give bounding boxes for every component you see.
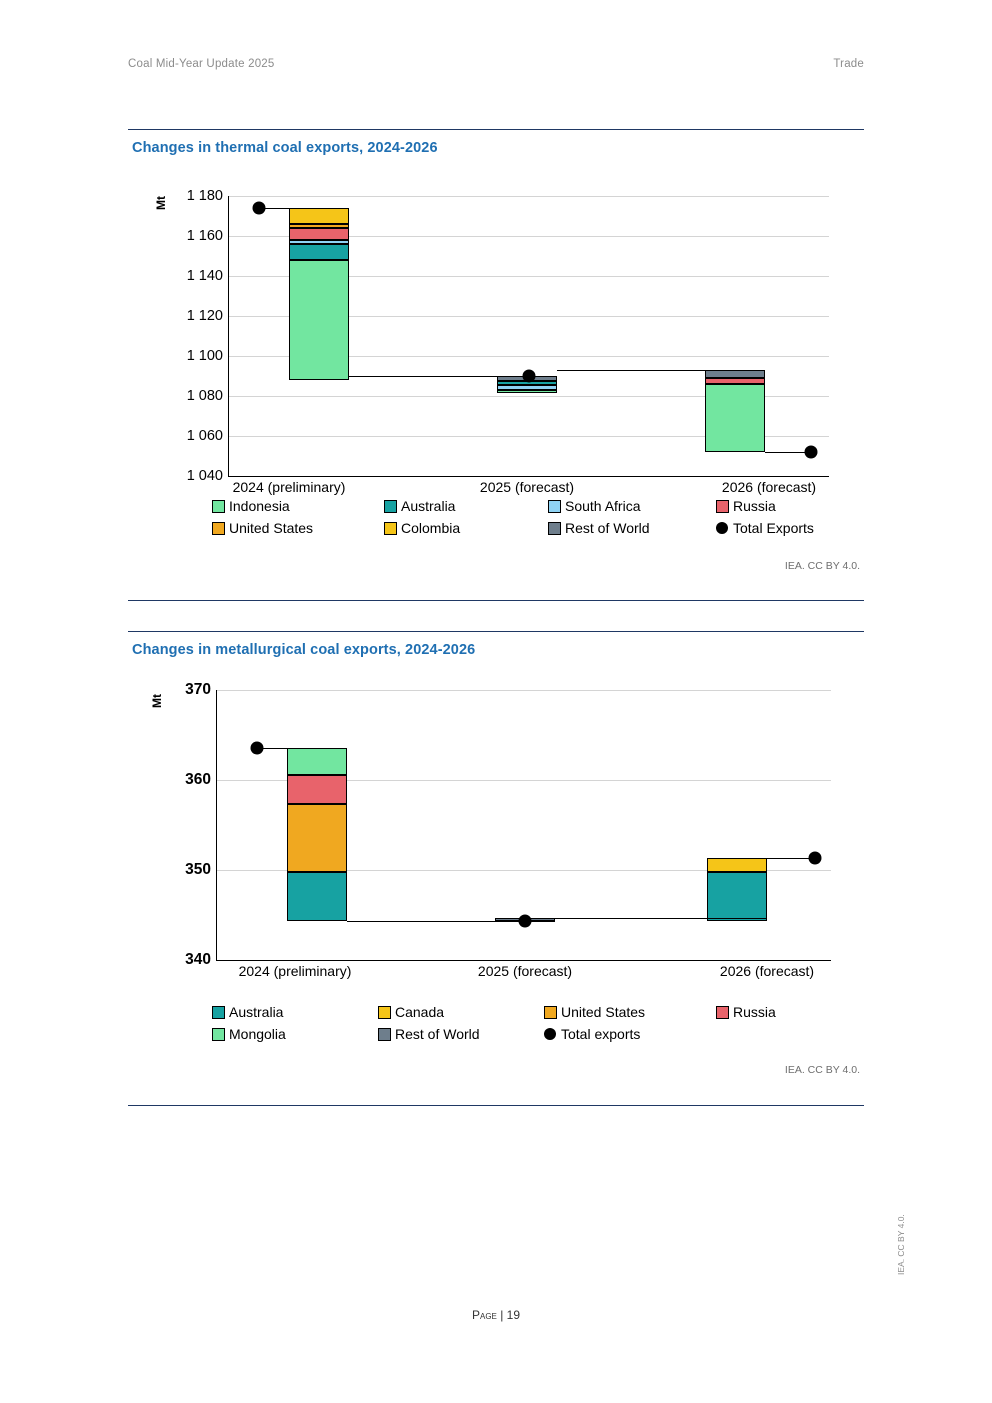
plot-area-2 bbox=[185, 681, 831, 979]
total-connector bbox=[557, 370, 765, 371]
bar-segment-rest-of-world bbox=[705, 370, 765, 378]
header-left-text: Coal Mid-Year Update 2025 bbox=[128, 58, 275, 70]
legend-label: Colombia bbox=[401, 520, 461, 536]
y-tick-label: 340 bbox=[185, 951, 211, 968]
y-tick-label: 360 bbox=[185, 771, 211, 788]
page-footer: Page | 19 bbox=[471, 1308, 521, 1322]
swatch-icon bbox=[548, 500, 561, 513]
x-tick-label: 2026 (forecast) bbox=[719, 963, 815, 979]
legend-label: Total exports bbox=[561, 1026, 641, 1042]
bar-segment-australia bbox=[289, 244, 349, 260]
bar-segment-canada bbox=[707, 858, 767, 872]
legend-item-rest-of-world[interactable] bbox=[548, 520, 716, 536]
figure-metallurgical-coal-exports bbox=[128, 631, 864, 1106]
x-tick-label: 2024 (preliminary) bbox=[232, 479, 346, 495]
swatch-icon bbox=[212, 1028, 225, 1041]
total-connector bbox=[259, 208, 349, 209]
legend-label: Canada bbox=[395, 1004, 445, 1020]
legend-item-australia[interactable] bbox=[212, 1004, 378, 1020]
total-connector bbox=[555, 918, 767, 919]
swatch-icon bbox=[212, 500, 225, 513]
total-exports-marker bbox=[523, 370, 536, 383]
legend-label: South Africa bbox=[565, 498, 641, 514]
legend-item-united-states[interactable] bbox=[544, 1004, 716, 1020]
legend-label: Russia bbox=[733, 1004, 776, 1020]
swatch-icon bbox=[548, 522, 561, 535]
swatch-icon bbox=[212, 522, 225, 535]
bar-segment-indonesia bbox=[705, 384, 765, 452]
swatch-icon bbox=[212, 1006, 225, 1019]
bar-segment-russia bbox=[287, 775, 347, 804]
swatch-icon bbox=[384, 500, 397, 513]
plot-area-1 bbox=[186, 188, 829, 495]
swatch-icon bbox=[544, 1006, 557, 1019]
legend-item-russia[interactable] bbox=[716, 1004, 836, 1020]
swatch-icon bbox=[716, 1006, 729, 1019]
legend-label: Russia bbox=[733, 498, 776, 514]
legend-label: Mongolia bbox=[229, 1026, 286, 1042]
legend-label: Indonesia bbox=[229, 498, 290, 514]
bar-segment-russia bbox=[289, 228, 349, 240]
y-tick-label: 1 040 bbox=[186, 468, 223, 484]
legend-item-total-exports[interactable] bbox=[544, 1026, 716, 1042]
legend-item-russia[interactable] bbox=[716, 498, 852, 514]
total-exports-marker bbox=[253, 202, 266, 215]
y-tick-label: 1 160 bbox=[186, 228, 223, 244]
y-axis-title-2: Mt bbox=[150, 694, 164, 708]
running-header bbox=[128, 58, 864, 70]
swatch-icon bbox=[378, 1028, 391, 1041]
x-tick-label: 2025 (forecast) bbox=[477, 963, 573, 979]
y-tick-label: 350 bbox=[185, 861, 211, 878]
legend-1 bbox=[212, 498, 852, 542]
legend-label: United States bbox=[561, 1004, 646, 1020]
figure-1-cc-note: IEA. CC BY 4.0. bbox=[784, 560, 860, 572]
swatch-icon bbox=[378, 1006, 391, 1019]
legend-item-united-states[interactable] bbox=[212, 520, 384, 536]
figure-thermal-coal-exports bbox=[128, 129, 864, 601]
side-cc-note: IEA. CC BY 4.0. bbox=[896, 1214, 906, 1275]
bar-segment-indonesia bbox=[497, 390, 557, 393]
legend-label: Australia bbox=[229, 1004, 284, 1020]
bar-segment-united-states bbox=[287, 804, 347, 872]
legend-item-rest-of-world[interactable] bbox=[378, 1026, 544, 1042]
total-marker-icon bbox=[716, 522, 728, 534]
legend-item-colombia[interactable] bbox=[384, 520, 548, 536]
legend-label: Total Exports bbox=[733, 520, 814, 536]
y-tick-label: 1 180 bbox=[186, 188, 223, 204]
total-marker-icon bbox=[544, 1028, 556, 1040]
legend-item-total-exports[interactable] bbox=[716, 520, 852, 536]
gridline bbox=[229, 196, 829, 197]
legend-item-indonesia[interactable] bbox=[212, 498, 384, 514]
legend-label: Rest of World bbox=[565, 520, 650, 536]
swatch-icon bbox=[716, 500, 729, 513]
total-exports-marker bbox=[809, 852, 822, 865]
chart-thermal-coal-exports bbox=[128, 178, 864, 518]
chart-metallurgical-coal-exports bbox=[128, 676, 864, 1016]
total-exports-marker bbox=[805, 446, 818, 459]
legend-label: Australia bbox=[401, 498, 456, 514]
gridline bbox=[217, 690, 831, 691]
total-exports-marker bbox=[251, 742, 264, 755]
legend-item-australia[interactable] bbox=[384, 498, 548, 514]
legend-item-canada[interactable] bbox=[378, 1004, 544, 1020]
y-tick-label: 1 080 bbox=[186, 388, 223, 404]
y-tick-label: 1 060 bbox=[186, 428, 223, 444]
legend-item-mongolia[interactable] bbox=[212, 1026, 378, 1042]
y-axis-title-1: Mt bbox=[154, 196, 168, 210]
legend-label: United States bbox=[229, 520, 314, 536]
x-tick-label: 2024 (preliminary) bbox=[238, 963, 352, 979]
total-exports-marker bbox=[519, 915, 532, 928]
total-connector bbox=[257, 748, 347, 749]
y-tick-label: 370 bbox=[185, 681, 211, 698]
y-tick-label: 1 120 bbox=[186, 308, 223, 324]
y-tick-label: 1 100 bbox=[186, 348, 223, 364]
legend-2 bbox=[212, 1004, 852, 1048]
bar-segment-mongolia bbox=[287, 748, 347, 775]
swatch-icon bbox=[384, 522, 397, 535]
figure-2-title: Changes in metallurgical coal exports, 2024-2026 bbox=[132, 642, 476, 658]
legend-label: Rest of World bbox=[395, 1026, 480, 1042]
bar-segment-colombia bbox=[289, 208, 349, 224]
x-tick-label: 2026 (forecast) bbox=[721, 479, 817, 495]
bar-segment-australia bbox=[287, 872, 347, 921]
bar-segment-indonesia bbox=[289, 260, 349, 380]
header-right-text: Trade bbox=[833, 58, 864, 70]
figure-1-title: Changes in thermal coal exports, 2024-2026 bbox=[132, 140, 438, 156]
bar-segment-australia bbox=[707, 872, 767, 921]
figure-2-cc-note: IEA. CC BY 4.0. bbox=[784, 1064, 860, 1076]
y-tick-label: 1 140 bbox=[186, 268, 223, 284]
x-tick-label: 2025 (forecast) bbox=[479, 479, 575, 495]
legend-item-south-africa[interactable] bbox=[548, 498, 716, 514]
